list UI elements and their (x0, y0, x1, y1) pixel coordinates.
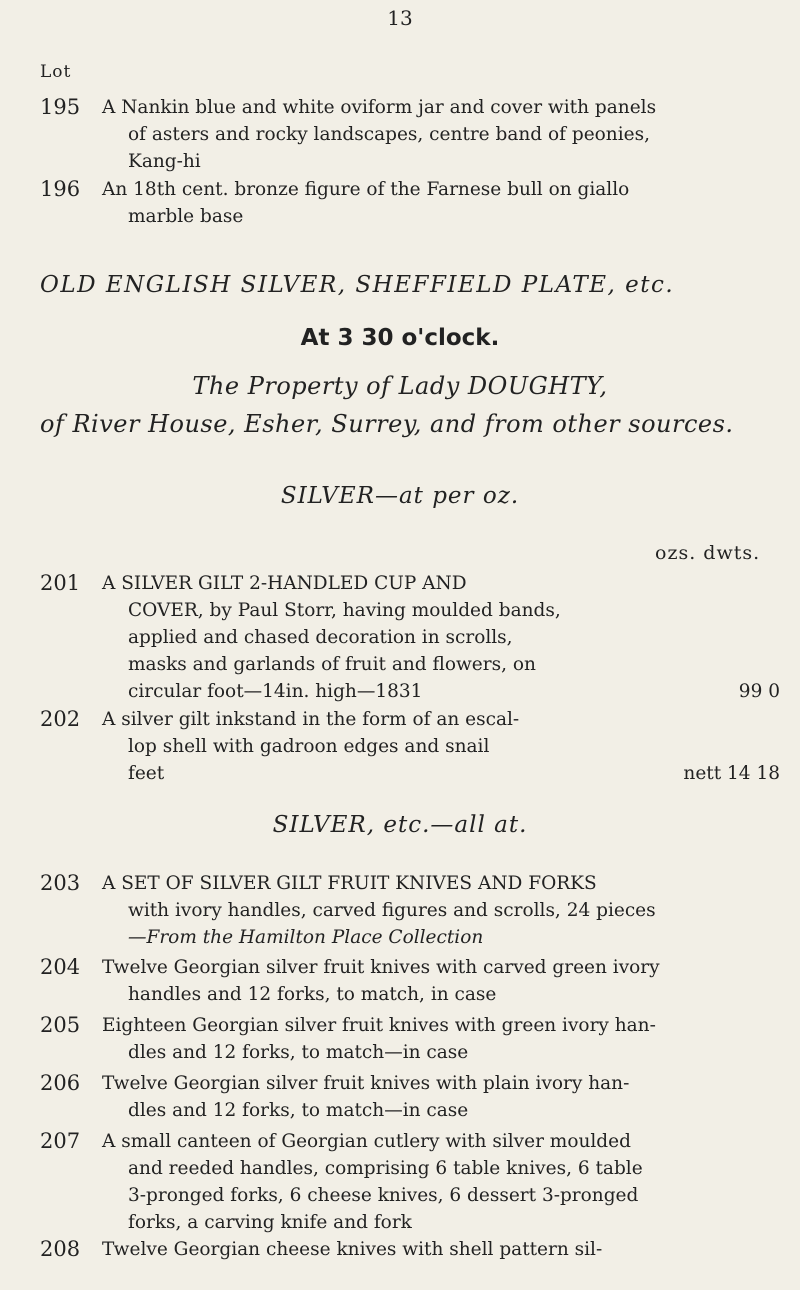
lot-description: Eighteen Georgian silver fruit knives with green ivory han- (102, 1015, 656, 1036)
subheading-per-oz: SILVER—at per oz. (280, 483, 520, 509)
lot-number: 207 (40, 1129, 81, 1153)
lot-description: Twelve Georgian cheese knives with shell pattern sil- (102, 1239, 603, 1260)
lot-description-cont: handles and 12 forks, to match, in case (128, 984, 497, 1005)
lot-description-cont: of asters and rocky landscapes, centre band of peonies, (128, 124, 650, 145)
lot-number: 202 (40, 707, 81, 731)
lot-weight: nett 14 18 (683, 763, 780, 784)
lot-description-cont: 3-pronged forks, 6 cheese knives, 6 dessert 3-pronged (128, 1185, 639, 1206)
lot-description-cont: and reeded handles, comprising 6 table knives, 6 table (128, 1158, 643, 1179)
lot-description-cont: applied and chased decoration in scrolls, (128, 627, 513, 648)
lot-description-cont: dles and 12 forks, to match—in case (128, 1100, 469, 1121)
lot-weight: 99 0 (738, 681, 780, 702)
lot-number: 203 (40, 871, 81, 895)
lot-description-text: circular foot—14in. high—1831 (128, 681, 423, 702)
lot-description-cont: lop shell with gadroon edges and snail (128, 736, 490, 757)
lot-description: Twelve Georgian silver fruit knives with plain ivory han- (102, 1073, 630, 1094)
lot-entry (40, 176, 780, 230)
lot-description-cont: marble base (128, 206, 244, 227)
lot-entry (40, 94, 780, 175)
lot-description-cont (102, 678, 780, 705)
sale-time: At 3 30 o'clock. (300, 325, 500, 351)
lot-number: 196 (40, 177, 81, 201)
lot-description: A small canteen of Georgian cutlery with silver moulded (102, 1131, 631, 1152)
lot-number: 204 (40, 955, 81, 979)
lot-description: A SET OF SILVER GILT FRUIT KNIVES AND FORKS (102, 873, 597, 894)
lot-description-cont: dles and 12 forks, to match—in case (128, 1042, 469, 1063)
lot-number: 208 (40, 1237, 81, 1261)
lot-entry (40, 870, 780, 951)
lot-entry (40, 1070, 780, 1124)
lot-description: Twelve Georgian silver fruit knives with carved green ivory (102, 957, 660, 978)
lot-description-cont (102, 760, 780, 787)
lot-entry (40, 1128, 780, 1236)
lot-column-label: Lot (40, 62, 72, 82)
lot-description-cont: Kang-hi (128, 151, 201, 172)
lot-number: 195 (40, 95, 81, 119)
lot-entry (40, 954, 780, 1008)
lot-description-text: feet (128, 763, 165, 784)
lot-number: 206 (40, 1071, 81, 1095)
lot-entry (40, 706, 780, 787)
lot-entry (40, 570, 780, 705)
lot-description-cont: masks and garlands of fruit and flowers, on (128, 654, 536, 675)
page-number: 13 (387, 6, 413, 30)
weight-units-header: ozs. dwts. (655, 542, 761, 564)
lot-description-cont: forks, a carving knife and fork (128, 1212, 412, 1233)
property-owner: The Property of Lady DOUGHTY, (192, 372, 608, 400)
lot-number: 201 (40, 571, 81, 595)
subheading-all-at: SILVER, etc.—all at. (272, 812, 528, 838)
lot-description-cont: with ivory handles, carved figures and scrolls, 24 pieces (128, 900, 656, 921)
lot-description-cont: COVER, by Paul Storr, having moulded bands, (128, 600, 561, 621)
lot-number: 205 (40, 1013, 81, 1037)
section-heading: OLD ENGLISH SILVER, SHEFFIELD PLATE, etc. (40, 272, 675, 298)
lot-entry (40, 1012, 780, 1066)
lot-description: An 18th cent. bronze figure of the Farnese bull on giallo (102, 179, 630, 200)
property-source: of River House, Esher, Surrey, and from other sources. (40, 410, 734, 438)
lot-description: A SILVER GILT 2-HANDLED CUP AND (102, 573, 467, 594)
lot-entry (40, 1236, 780, 1263)
lot-description: A silver gilt inkstand in the form of an escal- (102, 709, 520, 730)
lot-description: A Nankin blue and white oviform jar and cover with panels (102, 97, 657, 118)
lot-provenance: —From the Hamilton Place Collection (128, 927, 484, 948)
